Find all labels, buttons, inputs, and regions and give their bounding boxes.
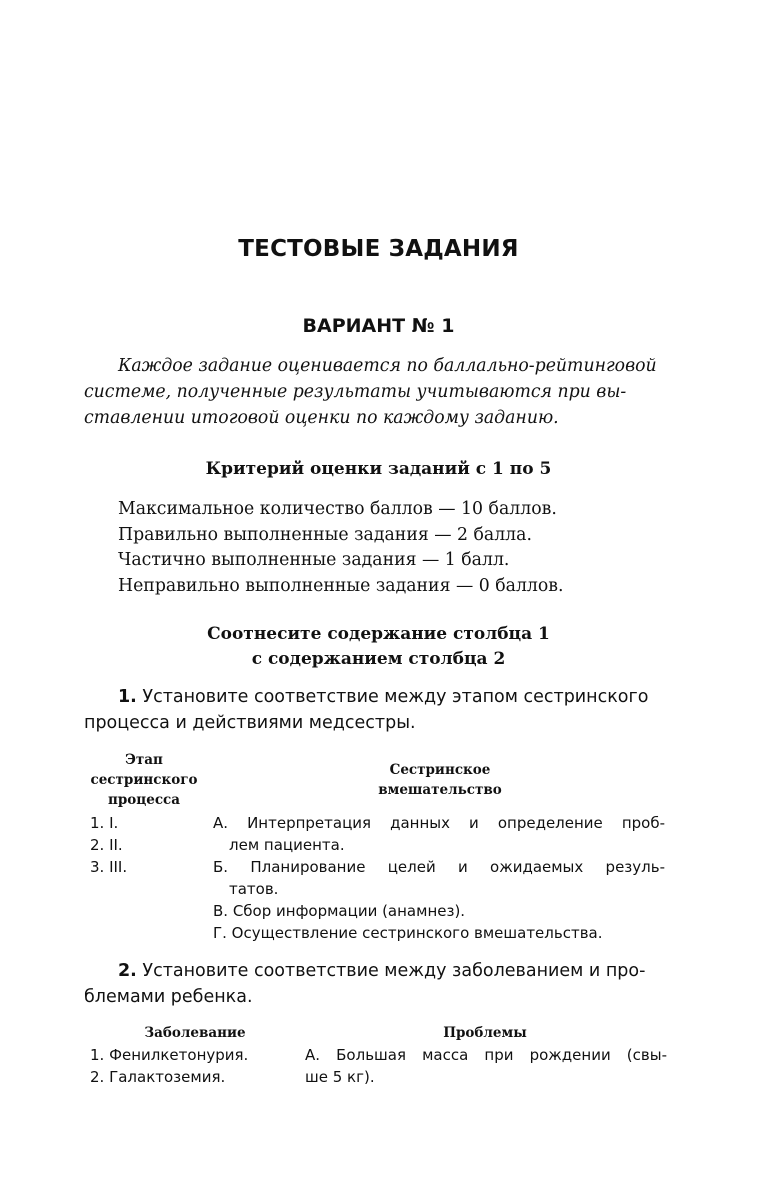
criteria-line: Неправильно выполненные задания — 0 баллов.: [118, 575, 564, 596]
column-heading-line: Сестринское: [389, 762, 491, 778]
column-heading-line: процесса: [107, 792, 181, 808]
list-item: Б. Планирование целей и ожидаемых резуль-: [213, 858, 665, 876]
task-1-statement: [84, 684, 674, 736]
section-heading-line: с содержанием столбца 2: [251, 649, 506, 669]
list-item: А. Большая масса при рождении (свы-: [305, 1046, 667, 1064]
task-text: Установите соответствие между заболеванием и про-: [142, 961, 646, 981]
column-heading-line: Этап: [125, 752, 163, 768]
disease-list: [90, 1044, 248, 1088]
problem-list: [305, 1044, 667, 1088]
task-2-statement: [84, 958, 674, 1010]
column-heading-line: вмешательство: [378, 782, 502, 798]
criteria-list: [118, 497, 564, 599]
list-item: А. Интерпретация данных и определение проб-: [213, 814, 665, 832]
list-item: 1. I.: [90, 814, 119, 832]
list-item: 2. Галактоземия.: [90, 1068, 226, 1086]
criteria-line: Правильно выполненные задания — 2 балла.: [118, 524, 532, 545]
intro-line: ставлении итоговой оценки по каждому заданию.: [84, 408, 559, 428]
task-text: блемами ребенка.: [84, 987, 253, 1007]
list-item: 1. Фенилкетонурия.: [90, 1046, 249, 1064]
list-item: В. Сбор информации (анамнез).: [213, 902, 466, 920]
list-item: 2. II.: [90, 836, 123, 854]
intro-line: Каждое задание оценивается по баллально-рейтинговой: [118, 356, 657, 376]
column-heading-stage: [84, 750, 204, 810]
criteria-line: Частично выполненные задания — 1 балл.: [118, 550, 510, 570]
list-item: 3. III.: [90, 858, 128, 876]
criteria-line: Максимальное количество баллов — 10 баллов.: [118, 499, 557, 519]
variant-heading: ВАРИАНТ № 1: [302, 315, 455, 337]
section-heading-line: Соотнесите содержание столбца 1: [207, 624, 550, 644]
section-heading: [0, 622, 757, 672]
criteria-heading: Критерий оценки заданий с 1 по 5: [205, 459, 552, 479]
list-item-continuation: лем пациента.: [229, 836, 345, 854]
task-text: процесса и действиями медсестры.: [84, 713, 416, 733]
list-item-continuation: татов.: [229, 880, 279, 898]
task-number: 2.: [118, 961, 137, 981]
column-heading-problems: Проблемы: [443, 1025, 527, 1041]
column-heading-line: сестринского: [90, 772, 198, 788]
stage-list: [90, 812, 127, 878]
intervention-list: [213, 812, 665, 944]
column-heading-intervention: [300, 760, 580, 800]
intro-line: системе, полученные результаты учитываются при вы-: [84, 382, 627, 402]
intro-paragraph: [84, 353, 674, 431]
list-item-continuation: ше 5 кг).: [305, 1068, 375, 1086]
page-title: ТЕСТОВЫЕ ЗАДАНИЯ: [238, 236, 519, 262]
task-text: Установите соответствие между этапом сестринского: [142, 687, 649, 707]
column-heading-disease: Заболевание: [144, 1025, 246, 1041]
task-number: 1.: [118, 687, 137, 707]
list-item: Г. Осуществление сестринского вмешательства.: [213, 924, 603, 942]
